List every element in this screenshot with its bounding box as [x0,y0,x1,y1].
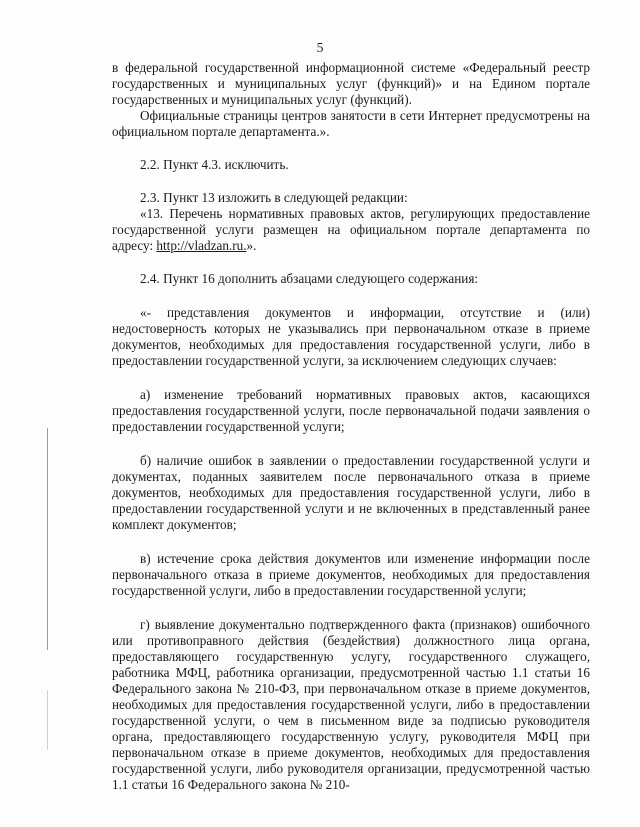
page-number: 5 [316,40,324,55]
paragraph-case-c: в) истечение срока действия документов или изменение информации после первоначального отказа в приеме документов, необходимых для предоставления государственной услуги, либо в предоставлении государственной услуги; [112,551,590,598]
document-body [112,60,590,793]
paragraph-item-13 [112,206,590,254]
paragraph-official-pages: Официальные страницы центров занятости в сети Интернет предусмотрены на официальном портале департамента.». [112,108,590,139]
paragraph-2-3: 2.3. Пункт 13 изложить в следующей редакции: [140,190,408,205]
paragraph-case-b: б) наличие ошибок в заявлении о предоставлении государственной услуги и документах, поданных заявителем после первоначального отказа в приеме документов, необходимых для предоставления государственной услуги, либо в предоставлении государственной услуги и не включенных в представленный ранее комплект документов; [112,453,590,532]
scan-binding-line [47,428,48,650]
paragraph-2-4: 2.4. Пункт 16 дополнить абзацами следующего содержания: [140,271,479,286]
item-13-closing: ». [246,238,257,253]
paragraph-case-a: а) изменение требований нормативных правовых актов, касающихся предоставления государственной услуги, после первоначальной подачи заявления о предоставлении государственной услуги; [112,387,590,434]
portal-link[interactable]: http://vladzan.ru. [156,238,247,253]
paragraph-registry: в федеральной государственной информационной системе «Федеральный реестр государственных и муниципальных услуг (функций)» и на Едином портале государственных и муниципальных услуг (функций). [112,60,590,107]
scan-binding-line-faint [47,690,48,750]
paragraph-2-2: 2.2. Пункт 4.3. исключить. [140,157,289,172]
paragraph-exceptions-intro: «- представления документов и информации, отсутствие и (или) недостоверность которых не указывались при первоначальном отказе в приеме документов, необходимых для предоставления государственной услуги, либо в предоставлении государственной услуги, за исключением следующих случаев: [112,305,590,368]
item-13-text: «13. Перечень нормативных правовых актов, регулирующих предоставление государственной услуги размещен на официальном портале департамента по адресу: [112,206,590,253]
paragraph-case-d: г) выявление документально подтвержденного факта (признаков) ошибочного или противоправного действия (бездействия) должностного лица органа, предоставляющего государственную услугу, государственного служащего, работника МФЦ, работника организации, предусмотренной частью 1.1 статьи 16 Федерального закона № 210-ФЗ, при первоначальном отказе в приеме документов, необходимых для предоставления государственной услуги, либо в предоставлении государственной услуги, о чем в письменном виде за подписью руководителя органа, предоставляющего государственную услугу, руководителя МФЦ при первоначальном отказе в приеме документов, необходимых для предоставления государственной услуги, либо руководителя организации, предусмотренной частью 1.1 статьи 16 Федерального закона № 210- [112,617,590,792]
